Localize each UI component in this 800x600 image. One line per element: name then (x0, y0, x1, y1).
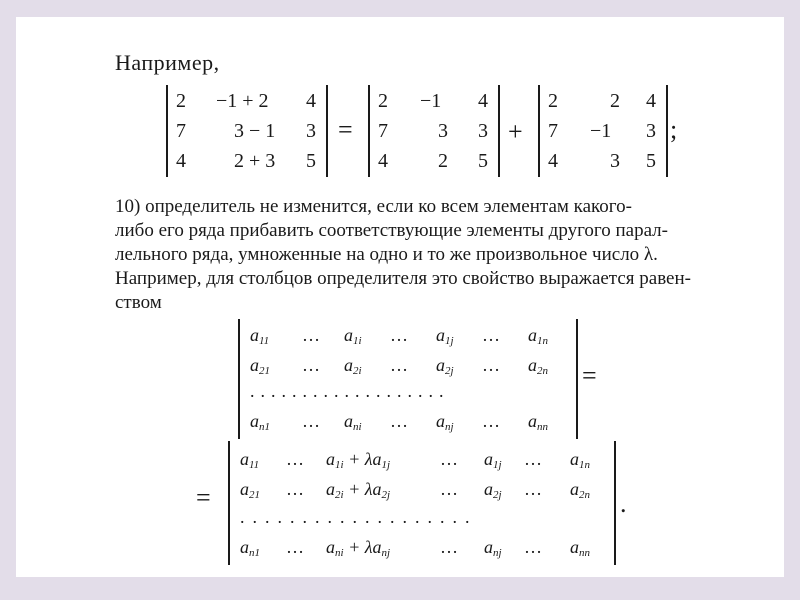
property-paragraph (115, 195, 795, 315)
ellipsis: … (482, 355, 502, 375)
paragraph-line: лельного ряда, умноженные на одно и то же произвольное число λ. (115, 244, 658, 265)
ellipsis: … (390, 355, 410, 375)
element: $a_{nj}$ (484, 537, 502, 559)
cell: −1 (590, 120, 612, 142)
semicolon: ; (670, 115, 678, 144)
ellipsis: … (390, 411, 410, 431)
determinant-b (368, 85, 500, 177)
cell: 3 (610, 150, 620, 172)
cell: 5 (646, 150, 656, 172)
cell: 2 (548, 90, 558, 112)
cell: 2 (438, 150, 448, 172)
cell: 5 (478, 150, 488, 172)
ellipsis: … (482, 325, 502, 345)
element: $a_{1n}$ (570, 449, 590, 471)
element: $a_{11}$ (250, 325, 270, 347)
cell: 2 (378, 90, 388, 112)
element: $a_{11}$ (240, 449, 260, 471)
cell: 3 (646, 120, 656, 142)
cell: 4 (478, 90, 488, 112)
transformed-determinant (228, 441, 616, 565)
element: $a_{2n}$ (570, 479, 590, 501)
ellipsis: … (302, 411, 322, 431)
determinant-a (166, 85, 328, 177)
cell: 4 (378, 150, 388, 172)
ellipsis: … (524, 449, 544, 469)
cell: 3 (478, 120, 488, 142)
element: $a_{nn}$ (570, 537, 590, 559)
cell: 3 (306, 120, 316, 142)
ellipsis: … (286, 537, 306, 557)
equals-sign: = (582, 361, 597, 390)
cell: 3 (438, 120, 448, 142)
paragraph-line: либо его ряда прибавить соответствующие элементы другого парал- (115, 220, 668, 241)
cell: 5 (306, 150, 316, 172)
intro-text: Например, (115, 50, 220, 75)
element: $a_{2j}$ (484, 479, 502, 501)
general-determinant (238, 319, 578, 439)
element: $a_{1i} + \lambda a_{1j}$ (326, 449, 391, 471)
cell: 7 (378, 120, 388, 142)
cell: 4 (646, 90, 656, 112)
element: $a_{2n}$ (528, 355, 548, 377)
element: $a_{2i}$ (344, 355, 362, 377)
cell: 4 (176, 150, 186, 172)
cell: 7 (548, 120, 558, 142)
cell: 4 (306, 90, 316, 112)
element: $a_{ni}$ (344, 411, 362, 433)
element: $a_{1j}$ (484, 449, 502, 471)
cell: 3 − 1 (234, 120, 276, 142)
ellipsis: … (524, 479, 544, 499)
cell: 2 + 3 (234, 150, 276, 172)
ellipsis: … (390, 325, 410, 345)
element: $a_{n1}$ (250, 411, 270, 433)
element: $a_{1n}$ (528, 325, 548, 347)
element: $a_{21}$ (250, 355, 270, 377)
period: . (620, 489, 627, 518)
paragraph-line: Например, для столбцов определителя это свойство выражается равен- (115, 268, 691, 289)
element: $a_{21}$ (240, 479, 260, 501)
ellipsis: … (286, 479, 306, 499)
element: $a_{nn}$ (528, 411, 548, 433)
ellipsis: … (524, 537, 544, 557)
plus-sign: + (508, 117, 523, 146)
cell: −1 + 2 (216, 90, 269, 112)
element: $a_{2j}$ (436, 355, 454, 377)
cell: 7 (176, 120, 186, 142)
ellipsis: … (482, 411, 502, 431)
equals-sign: = (338, 115, 353, 144)
ellipsis: … (302, 325, 322, 345)
cell: −1 (420, 90, 442, 112)
ellipsis: … (440, 449, 460, 469)
cell: 2 (176, 90, 186, 112)
document-page (16, 17, 784, 577)
dot-row: ................... (250, 381, 450, 401)
paragraph-line: 10) определитель не изменится, если ко всем элементам какого- (115, 196, 632, 217)
element: $a_{nj}$ (436, 411, 454, 433)
element: $a_{1i}$ (344, 325, 362, 347)
dot-row: ................... (240, 507, 478, 527)
element: $a_{n1}$ (240, 537, 260, 559)
paragraph-line: ством (115, 292, 162, 313)
cell: 2 (610, 90, 620, 112)
equals-sign: = (196, 483, 211, 512)
element: $a_{2i} + \lambda a_{2j}$ (326, 479, 391, 501)
cell: 4 (548, 150, 558, 172)
determinant-c (538, 85, 668, 177)
ellipsis: … (440, 479, 460, 499)
ellipsis: … (302, 355, 322, 375)
ellipsis: … (440, 537, 460, 557)
ellipsis: … (286, 449, 306, 469)
element: $a_{ni} + \lambda a_{nj}$ (326, 537, 391, 559)
element: $a_{1j}$ (436, 325, 454, 347)
